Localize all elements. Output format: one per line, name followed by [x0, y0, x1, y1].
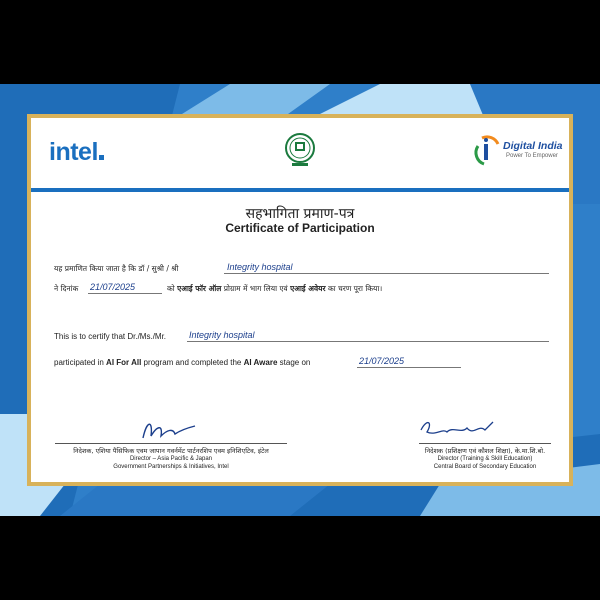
title-english: Certificate of Participation	[225, 221, 375, 235]
left-signatory-org: Government Partnerships & Initiatives, Intel	[113, 464, 229, 470]
hindi-date-underline	[88, 293, 162, 294]
digital-india-tagline: Power To Empower	[506, 153, 558, 159]
english-line2: participated in AI For All program and completed the AI Aware stage on	[54, 358, 311, 367]
left-signatory-hindi: निदेशक, एशिया पैसिफिक एवम जापान गवर्नमेंट पार्टनरशिप एवम इनिशिएटिव, इंटेल	[73, 447, 269, 455]
title-hindi: सहभागिता प्रमाण-पत्र	[245, 206, 355, 222]
digital-india-title: Digital India	[503, 140, 563, 152]
hindi-line2-mid: को एआई फॉर ऑल प्रोग्राम में भाग लिया एवं एआई अवेयर का चरण पूरा किया।	[167, 284, 383, 293]
digital-india-logo	[472, 132, 562, 168]
english-date-value: 21/07/2025	[359, 356, 405, 366]
hindi-name-underline	[224, 273, 549, 274]
english-line1-prefix: This is to certify that Dr./Ms./Mr.	[54, 332, 167, 341]
left-signatory-title: Director – Asia Pacific & Japan	[129, 456, 213, 462]
right-signature-rule	[419, 443, 551, 444]
digital-india-mark-icon	[472, 132, 502, 168]
hindi-line2-prefix: ने दिनांक	[54, 284, 79, 293]
english-name-underline	[187, 341, 549, 342]
right-signatory-hindi: निदेशक (प्रशिक्षण एवं कौशल शिक्षा), के.मा.शि.बो.	[424, 447, 546, 455]
right-signature-image	[417, 416, 497, 444]
right-signatory	[409, 446, 561, 471]
intel-logo	[49, 138, 104, 167]
left-signature-image	[139, 416, 199, 444]
hindi-name-value: Integrity hospital	[227, 262, 293, 272]
left-signature-rule	[55, 443, 287, 444]
english-date-underline	[357, 367, 461, 368]
hindi-line1-prefix: यह प्रमाणित किया जाता है कि डॉ / सुश्री / श्री	[54, 264, 179, 273]
left-signatory	[55, 446, 287, 471]
hindi-date-value: 21/07/2025	[90, 282, 136, 292]
right-signatory-org: Central Board of Secondary Education	[433, 464, 537, 470]
right-signatory-title: Director (Training & Skill Education)	[437, 456, 533, 462]
english-name-value: Integrity hospital	[189, 330, 255, 340]
certificate-header	[31, 118, 569, 192]
certificate-card	[27, 114, 573, 486]
cbse-seal-icon	[284, 132, 316, 168]
intel-logo-text: intel	[49, 138, 98, 166]
